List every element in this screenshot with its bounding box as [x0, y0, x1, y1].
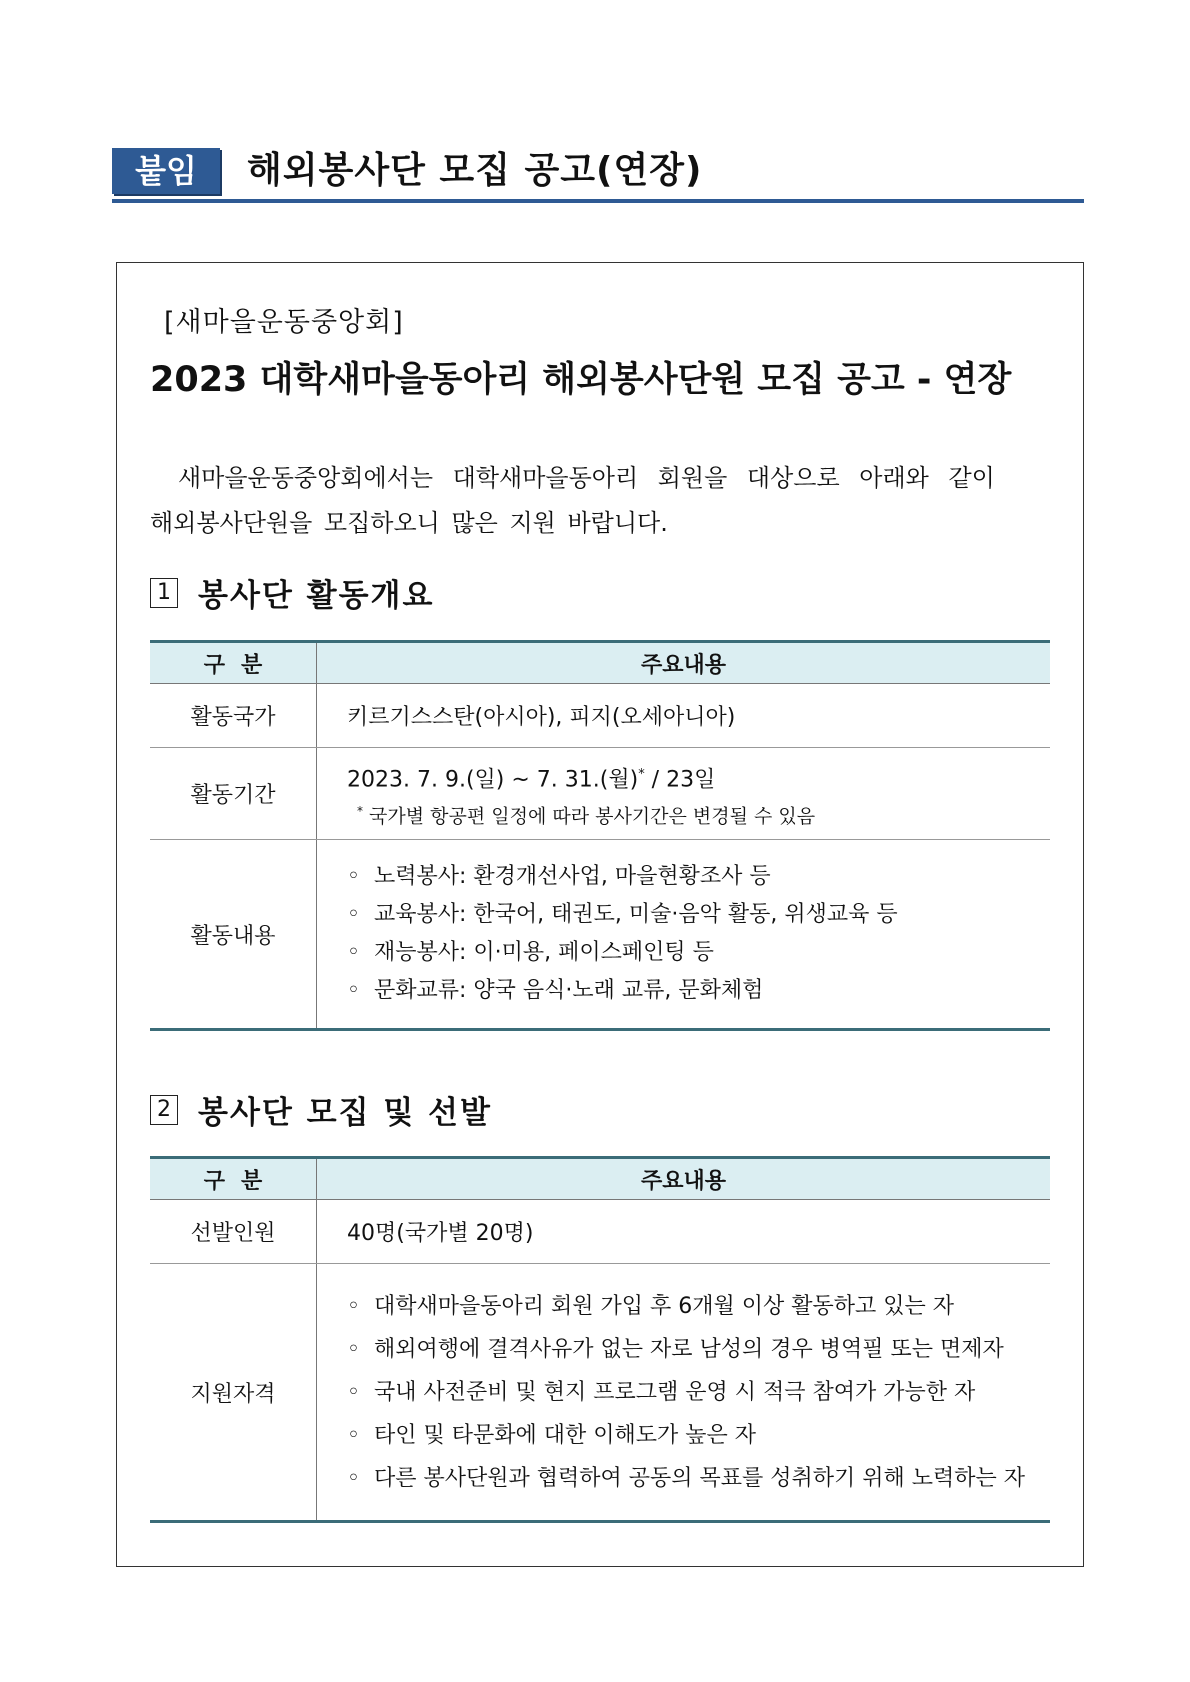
list-item: ◦ 국내 사전준비 및 현지 프로그램 운영 시 적극 참여가 가능한 자	[347, 1371, 1050, 1414]
row-value: 40명(국가별 20명)	[317, 1200, 1051, 1264]
section-2-heading	[150, 1087, 492, 1131]
list-item: ◦ 대학새마을동아리 회원 가입 후 6개월 이상 활동하고 있는 자	[347, 1285, 1050, 1328]
activity-overview-table	[150, 640, 1050, 1031]
table-row	[150, 1264, 1050, 1522]
list-item: ◦ 노력봉사: 환경개선사업, 마을현황조사 등	[347, 858, 1050, 896]
intro-line-2: 해외봉사단원을 모집하오니 많은 지원 바랍니다.	[150, 509, 668, 537]
section-2-number: 2	[150, 1095, 178, 1125]
row-label: 선발인원	[150, 1200, 317, 1264]
row-label: 지원자격	[150, 1264, 317, 1522]
intro-line-1: 새마을운동중앙회에서는 대학새마을동아리 회원을 대상으로 아래와 같이	[178, 464, 995, 492]
note-text: 국가별 항공편 일정에 따라 봉사기간은 변경될 수 있음	[369, 804, 816, 827]
period-dates: 2023. 7. 9.(일) ~ 7. 31.(월)	[347, 767, 639, 793]
section-1-heading	[150, 570, 434, 614]
table-row	[150, 840, 1050, 1030]
row-value	[317, 748, 1051, 840]
section-2-title: 봉사단 모집 및 선발	[198, 1095, 492, 1131]
period-note	[347, 798, 1050, 829]
note-mark: *	[357, 803, 363, 818]
intro-paragraph	[150, 456, 1050, 546]
list-item: ◦ 다른 봉사단원과 협력하여 공동의 목표를 성취하기 위해 노력하는 자	[347, 1457, 1050, 1500]
row-value: 키르기스스탄(아시아), 피지(오세아니아)	[317, 684, 1051, 748]
list-item: ◦ 해외여행에 결격사유가 없는 자로 남성의 경우 병역필 또는 면제자	[347, 1328, 1050, 1371]
section-1-number: 1	[150, 578, 178, 608]
header-rule	[112, 199, 1084, 203]
attachment-header	[112, 146, 1084, 206]
period-value	[347, 758, 1050, 797]
recruitment-table	[150, 1156, 1050, 1523]
row-value	[317, 1264, 1051, 1522]
attachment-badge: 붙임	[112, 148, 220, 194]
row-label: 활동내용	[150, 840, 317, 1030]
period-days: / 23일	[644, 767, 716, 793]
activities-list	[347, 858, 1050, 1010]
list-item: ◦ 문화교류: 양국 음식·노래 교류, 문화체험	[347, 972, 1050, 1010]
table-row	[150, 748, 1050, 840]
qualifications-list	[347, 1285, 1050, 1500]
row-value	[317, 840, 1051, 1030]
attachment-title: 해외봉사단 모집 공고(연장)	[247, 150, 703, 191]
table-row	[150, 1200, 1050, 1264]
list-item: ◦ 타인 및 타문화에 대한 이해도가 높은 자	[347, 1414, 1050, 1457]
row-label: 활동국가	[150, 684, 317, 748]
header-category: 구분	[150, 642, 317, 684]
table-header-row	[150, 642, 1050, 684]
list-item: ◦ 교육봉사: 한국어, 태권도, 미술·음악 활동, 위생교육 등	[347, 896, 1050, 934]
header-content: 주요내용	[317, 642, 1051, 684]
organization-label: [새마을운동중앙회]	[164, 307, 404, 338]
period-mark: *	[638, 767, 645, 783]
section-1-title: 봉사단 활동개요	[198, 578, 435, 614]
table-row	[150, 684, 1050, 748]
list-item: ◦ 재능봉사: 이·미용, 페이스페인팅 등	[347, 934, 1050, 972]
notice-title: 2023 대학새마을동아리 해외봉사단원 모집 공고 - 연장	[150, 360, 1012, 400]
table-header-row	[150, 1158, 1050, 1200]
header-content: 주요내용	[317, 1158, 1051, 1200]
row-label: 활동기간	[150, 748, 317, 840]
header-category: 구분	[150, 1158, 317, 1200]
